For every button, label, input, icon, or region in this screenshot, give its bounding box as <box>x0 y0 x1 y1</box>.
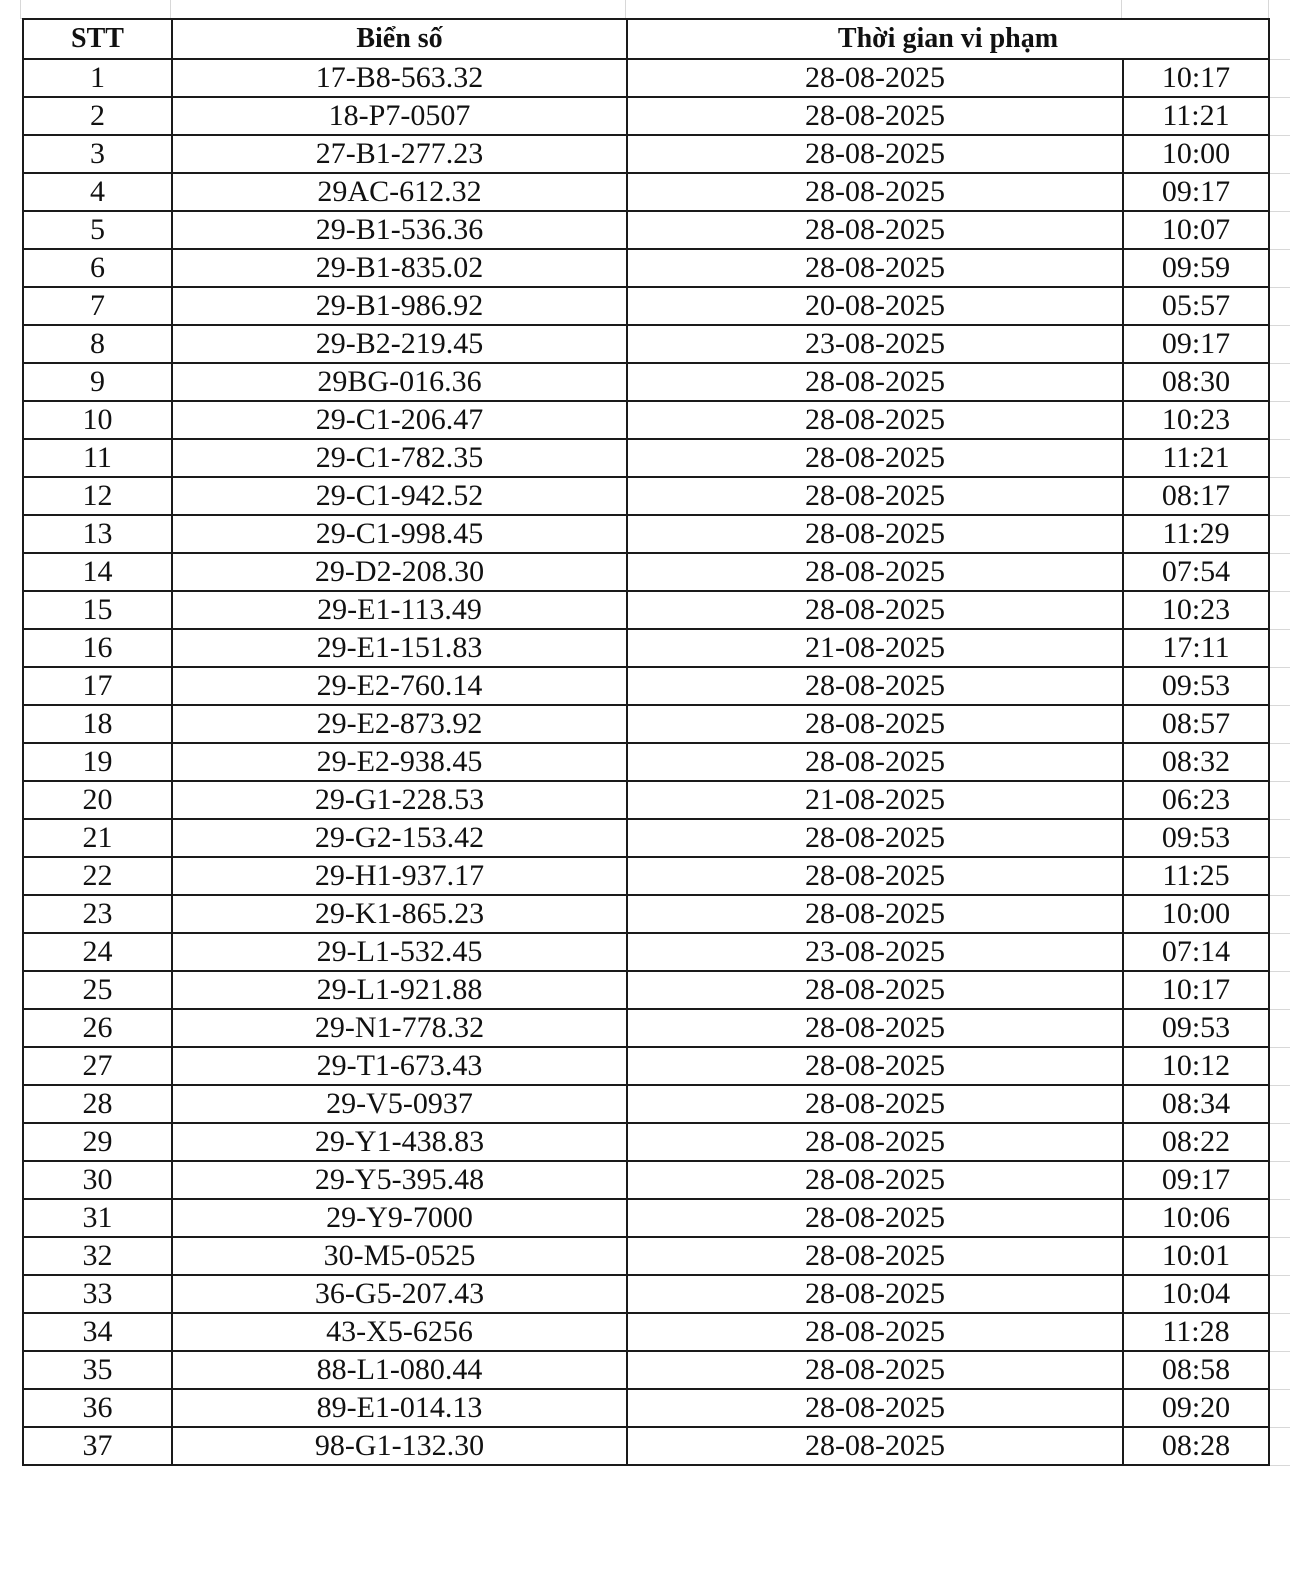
cell-plate[interactable]: 29-E2-938.45 <box>172 743 627 781</box>
cell-plate[interactable]: 29-C1-206.47 <box>172 401 627 439</box>
cell-time[interactable]: 09:59 <box>1123 249 1269 287</box>
cell-date[interactable]: 28-08-2025 <box>627 1313 1123 1351</box>
gridline <box>1268 1047 1290 1048</box>
gridline <box>1268 0 1269 18</box>
table-row <box>23 819 1269 857</box>
cell-time[interactable]: 08:57 <box>1123 705 1269 743</box>
cell-plate[interactable]: 29-L1-921.88 <box>172 971 627 1009</box>
cell-time[interactable]: 09:17 <box>1123 1161 1269 1199</box>
cell-stt[interactable]: 31 <box>23 1199 172 1237</box>
gridline <box>1268 287 1290 288</box>
gridline <box>1268 553 1290 554</box>
gridline <box>1268 1009 1290 1010</box>
cell-time[interactable]: 09:53 <box>1123 819 1269 857</box>
cell-stt[interactable]: 6 <box>23 249 172 287</box>
gridline <box>1268 515 1290 516</box>
gridline <box>170 0 171 18</box>
gridline <box>1268 1351 1290 1352</box>
cell-stt[interactable]: 32 <box>23 1237 172 1275</box>
cell-plate[interactable]: 29BG-016.36 <box>172 363 627 401</box>
cell-plate[interactable]: 27-B1-277.23 <box>172 135 627 173</box>
gridline <box>1268 477 1290 478</box>
cell-stt[interactable]: 24 <box>23 933 172 971</box>
cell-time[interactable]: 09:17 <box>1123 173 1269 211</box>
gridline <box>1268 629 1290 630</box>
cell-plate[interactable]: 29-B1-986.92 <box>172 287 627 325</box>
cell-time[interactable]: 10:12 <box>1123 1047 1269 1085</box>
cell-time[interactable]: 11:28 <box>1123 1313 1269 1351</box>
table-row <box>23 705 1269 743</box>
cell-date[interactable]: 28-08-2025 <box>627 515 1123 553</box>
table-row <box>23 1047 1269 1085</box>
cell-plate[interactable]: 29-C1-942.52 <box>172 477 627 515</box>
gridline <box>1268 1237 1290 1238</box>
table-row <box>23 971 1269 1009</box>
cell-plate[interactable]: 29-B1-835.02 <box>172 249 627 287</box>
cell-date[interactable]: 28-08-2025 <box>627 1351 1123 1389</box>
table-row <box>23 933 1269 971</box>
gridline <box>1268 211 1290 212</box>
cell-time[interactable]: 10:04 <box>1123 1275 1269 1313</box>
cell-plate[interactable]: 29-C1-998.45 <box>172 515 627 553</box>
gridline <box>1121 0 1122 18</box>
cell-plate[interactable]: 29-K1-865.23 <box>172 895 627 933</box>
cell-date[interactable]: 28-08-2025 <box>627 1047 1123 1085</box>
cell-time[interactable]: 11:29 <box>1123 515 1269 553</box>
cell-stt[interactable]: 8 <box>23 325 172 363</box>
gridline <box>1268 1313 1290 1314</box>
gridline <box>1268 249 1290 250</box>
cell-date[interactable]: 28-08-2025 <box>627 895 1123 933</box>
table-row <box>23 1237 1269 1275</box>
gridline <box>1268 1085 1290 1086</box>
gridline <box>1268 97 1290 98</box>
cell-stt[interactable]: 28 <box>23 1085 172 1123</box>
cell-stt[interactable]: 25 <box>23 971 172 1009</box>
table-row <box>23 1161 1269 1199</box>
cell-date[interactable]: 28-08-2025 <box>627 857 1123 895</box>
cell-plate[interactable]: 17-B8-563.32 <box>172 59 627 97</box>
cell-stt[interactable]: 34 <box>23 1313 172 1351</box>
table-row <box>23 553 1269 591</box>
table-row <box>23 59 1269 97</box>
cell-date[interactable]: 28-08-2025 <box>627 59 1123 97</box>
table-row <box>23 1313 1269 1351</box>
cell-time[interactable]: 07:54 <box>1123 553 1269 591</box>
cell-date[interactable]: 28-08-2025 <box>627 1009 1123 1047</box>
table-row <box>23 325 1269 363</box>
table-row <box>23 1389 1269 1427</box>
cell-date[interactable]: 28-08-2025 <box>627 743 1123 781</box>
cell-date[interactable]: 28-08-2025 <box>627 363 1123 401</box>
cell-time[interactable]: 10:23 <box>1123 401 1269 439</box>
cell-stt[interactable]: 33 <box>23 1275 172 1313</box>
gridline <box>1268 59 1290 60</box>
cell-time[interactable]: 08:32 <box>1123 743 1269 781</box>
cell-date[interactable]: 28-08-2025 <box>627 1389 1123 1427</box>
cell-stt[interactable]: 21 <box>23 819 172 857</box>
cell-plate[interactable]: 29-T1-673.43 <box>172 1047 627 1085</box>
cell-date[interactable]: 28-08-2025 <box>627 211 1123 249</box>
cell-date[interactable]: 28-08-2025 <box>627 1275 1123 1313</box>
cell-stt[interactable]: 23 <box>23 895 172 933</box>
cell-plate[interactable]: 29-Y9-7000 <box>172 1199 627 1237</box>
cell-plate[interactable]: 89-E1-014.13 <box>172 1389 627 1427</box>
gridline <box>1268 857 1290 858</box>
gridline <box>1268 401 1290 402</box>
cell-date[interactable]: 28-08-2025 <box>627 249 1123 287</box>
cell-time[interactable]: 09:53 <box>1123 667 1269 705</box>
cell-stt[interactable]: 19 <box>23 743 172 781</box>
cell-date[interactable]: 28-08-2025 <box>627 97 1123 135</box>
table-row <box>23 477 1269 515</box>
table-body <box>23 59 1269 1465</box>
cell-plate[interactable]: 29-E2-760.14 <box>172 667 627 705</box>
cell-plate[interactable]: 29-E1-151.83 <box>172 629 627 667</box>
gridline <box>1268 743 1290 744</box>
cell-stt[interactable]: 12 <box>23 477 172 515</box>
cell-time[interactable]: 10:01 <box>1123 1237 1269 1275</box>
table-row <box>23 1123 1269 1161</box>
gridline <box>1268 1465 1290 1466</box>
gridline <box>1268 705 1290 706</box>
table-row <box>23 1009 1269 1047</box>
gridline <box>1268 325 1290 326</box>
cell-stt[interactable]: 35 <box>23 1351 172 1389</box>
cell-plate[interactable]: 29-E1-113.49 <box>172 591 627 629</box>
gridline <box>1268 1427 1290 1428</box>
cell-date[interactable]: 23-08-2025 <box>627 325 1123 363</box>
table-row <box>23 97 1269 135</box>
cell-time[interactable]: 06:23 <box>1123 781 1269 819</box>
cell-date[interactable]: 28-08-2025 <box>627 1199 1123 1237</box>
cell-date[interactable]: 28-08-2025 <box>627 819 1123 857</box>
table-row <box>23 743 1269 781</box>
cell-stt[interactable]: 4 <box>23 173 172 211</box>
cell-date[interactable]: 28-08-2025 <box>627 553 1123 591</box>
gridline <box>1268 1123 1290 1124</box>
cell-time[interactable]: 08:34 <box>1123 1085 1269 1123</box>
cell-date[interactable]: 28-08-2025 <box>627 1427 1123 1465</box>
cell-plate[interactable]: 43-X5-6256 <box>172 1313 627 1351</box>
gridline <box>1268 895 1290 896</box>
gridline <box>20 0 21 18</box>
cell-date[interactable]: 28-08-2025 <box>627 1161 1123 1199</box>
cell-plate[interactable]: 29-E2-873.92 <box>172 705 627 743</box>
cell-time[interactable]: 09:17 <box>1123 325 1269 363</box>
gridline <box>1268 1161 1290 1162</box>
gridline <box>625 0 626 18</box>
cell-time[interactable]: 08:30 <box>1123 363 1269 401</box>
gridline-top-row <box>20 0 1270 19</box>
cell-plate[interactable]: 29-N1-778.32 <box>172 1009 627 1047</box>
table-row <box>23 857 1269 895</box>
cell-plate[interactable]: 29-C1-782.35 <box>172 439 627 477</box>
cell-date[interactable]: 20-08-2025 <box>627 287 1123 325</box>
cell-stt[interactable]: 26 <box>23 1009 172 1047</box>
header-violation-time[interactable]: Thời gian vi phạm <box>627 19 1269 59</box>
cell-stt[interactable]: 30 <box>23 1161 172 1199</box>
cell-plate[interactable]: 29-B2-219.45 <box>172 325 627 363</box>
cell-date[interactable]: 21-08-2025 <box>627 629 1123 667</box>
cell-date[interactable]: 28-08-2025 <box>627 971 1123 1009</box>
cell-plate[interactable]: 29-D2-208.30 <box>172 553 627 591</box>
cell-stt[interactable]: 13 <box>23 515 172 553</box>
cell-time[interactable]: 17:11 <box>1123 629 1269 667</box>
cell-stt[interactable]: 11 <box>23 439 172 477</box>
violation-table <box>22 18 1270 1466</box>
table-row <box>23 781 1269 819</box>
gridline <box>1268 1275 1290 1276</box>
gridline <box>1268 971 1290 972</box>
cell-plate[interactable]: 88-L1-080.44 <box>172 1351 627 1389</box>
cell-time[interactable]: 09:53 <box>1123 1009 1269 1047</box>
table-row <box>23 895 1269 933</box>
gridline <box>1268 1389 1290 1390</box>
table-row <box>23 439 1269 477</box>
cell-time[interactable]: 10:23 <box>1123 591 1269 629</box>
cell-date[interactable]: 23-08-2025 <box>627 933 1123 971</box>
cell-date[interactable]: 21-08-2025 <box>627 781 1123 819</box>
cell-stt[interactable]: 9 <box>23 363 172 401</box>
cell-plate[interactable]: 98-G1-132.30 <box>172 1427 627 1465</box>
cell-time[interactable]: 10:00 <box>1123 895 1269 933</box>
table-row <box>23 287 1269 325</box>
cell-date[interactable]: 28-08-2025 <box>627 135 1123 173</box>
cell-time[interactable]: 11:21 <box>1123 97 1269 135</box>
cell-plate[interactable]: 29-L1-532.45 <box>172 933 627 971</box>
gridline <box>1268 933 1290 934</box>
gridline <box>1268 173 1290 174</box>
cell-stt[interactable]: 14 <box>23 553 172 591</box>
cell-date[interactable]: 28-08-2025 <box>627 667 1123 705</box>
cell-plate[interactable]: 18-P7-0507 <box>172 97 627 135</box>
gridline <box>1268 363 1290 364</box>
table-row <box>23 1085 1269 1123</box>
cell-stt[interactable]: 10 <box>23 401 172 439</box>
cell-date[interactable]: 28-08-2025 <box>627 1085 1123 1123</box>
cell-time[interactable]: 10:07 <box>1123 211 1269 249</box>
table-row <box>23 515 1269 553</box>
cell-time[interactable]: 10:06 <box>1123 1199 1269 1237</box>
table-row <box>23 629 1269 667</box>
cell-stt[interactable]: 22 <box>23 857 172 895</box>
table-row <box>23 1427 1269 1465</box>
gridline <box>1268 135 1290 136</box>
cell-stt[interactable]: 1 <box>23 59 172 97</box>
cell-time[interactable]: 08:17 <box>1123 477 1269 515</box>
table-row <box>23 591 1269 629</box>
table-row <box>23 667 1269 705</box>
cell-stt[interactable]: 18 <box>23 705 172 743</box>
cell-time[interactable]: 05:57 <box>1123 287 1269 325</box>
cell-time[interactable]: 10:00 <box>1123 135 1269 173</box>
cell-date[interactable]: 28-08-2025 <box>627 439 1123 477</box>
table-row <box>23 211 1269 249</box>
cell-plate[interactable]: 36-G5-207.43 <box>172 1275 627 1313</box>
cell-time[interactable]: 08:58 <box>1123 1351 1269 1389</box>
cell-stt[interactable]: 20 <box>23 781 172 819</box>
cell-time[interactable]: 11:21 <box>1123 439 1269 477</box>
cell-plate[interactable]: 30-M5-0525 <box>172 1237 627 1275</box>
cell-plate[interactable]: 29-H1-937.17 <box>172 857 627 895</box>
cell-plate[interactable]: 29-Y5-395.48 <box>172 1161 627 1199</box>
cell-date[interactable]: 28-08-2025 <box>627 173 1123 211</box>
table-row <box>23 1275 1269 1313</box>
cell-time[interactable]: 10:17 <box>1123 971 1269 1009</box>
header-stt[interactable]: STT <box>23 19 172 59</box>
cell-plate[interactable]: 29-B1-536.36 <box>172 211 627 249</box>
table-row <box>23 135 1269 173</box>
gridline <box>1268 439 1290 440</box>
gridline <box>1268 819 1290 820</box>
gridline <box>1268 667 1290 668</box>
header-plate[interactable]: Biển số <box>172 19 627 59</box>
cell-stt[interactable]: 37 <box>23 1427 172 1465</box>
cell-plate[interactable]: 29-Y1-438.83 <box>172 1123 627 1161</box>
cell-stt[interactable]: 36 <box>23 1389 172 1427</box>
gridline <box>1268 591 1290 592</box>
cell-date[interactable]: 28-08-2025 <box>627 705 1123 743</box>
table-row <box>23 363 1269 401</box>
cell-stt[interactable]: 29 <box>23 1123 172 1161</box>
table-row <box>23 401 1269 439</box>
cell-time[interactable]: 11:25 <box>1123 857 1269 895</box>
cell-date[interactable]: 28-08-2025 <box>627 591 1123 629</box>
table-row <box>23 173 1269 211</box>
cell-date[interactable]: 28-08-2025 <box>627 1123 1123 1161</box>
cell-stt[interactable]: 2 <box>23 97 172 135</box>
cell-plate[interactable]: 29AC-612.32 <box>172 173 627 211</box>
table-row <box>23 249 1269 287</box>
gridline <box>1268 1199 1290 1200</box>
cell-stt[interactable]: 17 <box>23 667 172 705</box>
cell-time[interactable]: 08:28 <box>1123 1427 1269 1465</box>
cell-time[interactable]: 08:22 <box>1123 1123 1269 1161</box>
cell-stt[interactable]: 3 <box>23 135 172 173</box>
cell-plate[interactable]: 29-V5-0937 <box>172 1085 627 1123</box>
cell-stt[interactable]: 5 <box>23 211 172 249</box>
table-row <box>23 1199 1269 1237</box>
cell-stt[interactable]: 15 <box>23 591 172 629</box>
header-row <box>23 19 1269 59</box>
cell-stt[interactable]: 16 <box>23 629 172 667</box>
cell-plate[interactable]: 29-G2-153.42 <box>172 819 627 857</box>
cell-date[interactable]: 28-08-2025 <box>627 477 1123 515</box>
cell-time[interactable]: 09:20 <box>1123 1389 1269 1427</box>
cell-time[interactable]: 10:17 <box>1123 59 1269 97</box>
cell-date[interactable]: 28-08-2025 <box>627 1237 1123 1275</box>
gridline <box>1268 781 1290 782</box>
cell-time[interactable]: 07:14 <box>1123 933 1269 971</box>
cell-plate[interactable]: 29-G1-228.53 <box>172 781 627 819</box>
cell-stt[interactable]: 27 <box>23 1047 172 1085</box>
cell-date[interactable]: 28-08-2025 <box>627 401 1123 439</box>
cell-stt[interactable]: 7 <box>23 287 172 325</box>
table-row <box>23 1351 1269 1389</box>
